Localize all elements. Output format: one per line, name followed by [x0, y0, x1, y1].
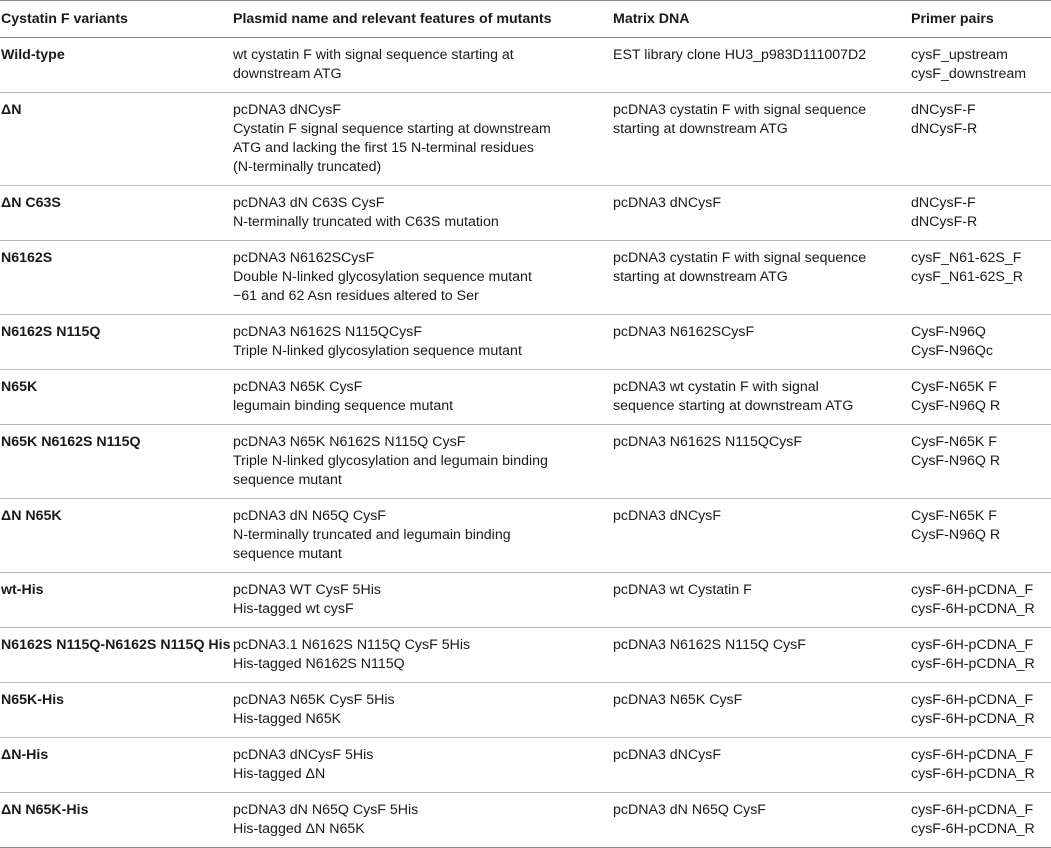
- matrix-dna-cell: [613, 93, 911, 186]
- matrix-dna-line: pcDNA3 cystatin F with signal sequence: [613, 250, 867, 266]
- plasmid-line: pcDNA3 N6162S N115QCysF: [233, 324, 422, 340]
- plasmid-line: pcDNA3 N65K CysF 5His: [233, 692, 395, 708]
- plasmid-cell: [233, 793, 613, 848]
- plasmid-cell: [233, 241, 613, 315]
- variant-cell: ΔN N65K: [0, 499, 233, 573]
- primer-pairs-line: CysF-N96Q R: [911, 453, 1001, 469]
- primer-pairs-line: dNCysF-R: [911, 214, 978, 230]
- primer-pairs-line: cysF-6H-pCDNA_F: [911, 637, 1034, 653]
- primer-pairs-line: dNCysF-R: [911, 121, 978, 137]
- plasmid-line: pcDNA3 dNCysF 5His: [233, 747, 374, 763]
- matrix-dna-cell: [613, 499, 911, 573]
- primer-pairs-line: cysF-6H-pCDNA_F: [911, 692, 1034, 708]
- plasmid-cell: [233, 573, 613, 628]
- table-row: [0, 683, 1051, 738]
- header-primers: Primer pairs: [911, 1, 1051, 38]
- matrix-dna-cell: [613, 738, 911, 793]
- primer-pairs-line: CysF-N96Qc: [911, 343, 993, 359]
- plasmid-line: legumain binding sequence mutant: [233, 398, 454, 414]
- primer-pairs-line: CysF-N96Q: [911, 324, 986, 340]
- primer-pairs-cell: [911, 186, 1051, 241]
- table-row: [0, 628, 1051, 683]
- plasmid-line: His-tagged wt cysF: [233, 601, 354, 617]
- matrix-dna-line: pcDNA3 wt Cystatin F: [613, 582, 752, 598]
- plasmid-line: pcDNA3 N65K CysF: [233, 379, 363, 395]
- matrix-dna-cell: [613, 573, 911, 628]
- plasmid-line: pcDNA3 dN C63S CysF: [233, 195, 385, 211]
- variant-cell: wt-His: [0, 573, 233, 628]
- matrix-dna-cell: [613, 38, 911, 93]
- matrix-dna-line: pcDNA3 N6162S N115Q CysF: [613, 637, 806, 653]
- matrix-dna-line: starting at downstream ATG: [613, 269, 788, 285]
- variant-cell: ΔN: [0, 93, 233, 186]
- plasmid-line: pcDNA3 WT CysF 5His: [233, 582, 381, 598]
- matrix-dna-line: pcDNA3 dNCysF: [613, 508, 722, 524]
- plasmid-line: pcDNA3 dN N65Q CysF: [233, 508, 386, 524]
- table-row: [0, 499, 1051, 573]
- primer-pairs-cell: [911, 38, 1051, 93]
- plasmid-line: pcDNA3 dNCysF: [233, 102, 342, 118]
- table-row: [0, 38, 1051, 93]
- primer-pairs-line: cysF-6H-pCDNA_R: [911, 821, 1035, 837]
- plasmid-cell: [233, 370, 613, 425]
- variant-cell: ΔN N65K-His: [0, 793, 233, 848]
- table-row: [0, 370, 1051, 425]
- table-row: [0, 793, 1051, 848]
- plasmid-cell: [233, 425, 613, 499]
- primer-pairs-line: cysF_downstream: [911, 66, 1027, 82]
- plasmid-line: ATG and lacking the first 15 N-terminal residues: [233, 140, 534, 156]
- primer-pairs-line: CysF-N96Q R: [911, 398, 1001, 414]
- primer-pairs-cell: [911, 683, 1051, 738]
- matrix-dna-line: pcDNA3 dN N65Q CysF: [613, 802, 766, 818]
- primer-pairs-line: dNCysF-F: [911, 102, 976, 118]
- matrix-dna-line: pcDNA3 N6162SCysF: [613, 324, 755, 340]
- variant-cell: N65K: [0, 370, 233, 425]
- matrix-dna-line: pcDNA3 dNCysF: [613, 195, 722, 211]
- plasmid-line: sequence mutant: [233, 546, 342, 562]
- variant-cell: ΔN C63S: [0, 186, 233, 241]
- variant-cell: N65K-His: [0, 683, 233, 738]
- plasmid-line: His-tagged ΔN: [233, 766, 326, 782]
- plasmid-cell: [233, 93, 613, 186]
- matrix-dna-cell: [613, 683, 911, 738]
- matrix-dna-cell: [613, 425, 911, 499]
- primer-pairs-cell: [911, 93, 1051, 186]
- matrix-dna-line: pcDNA3 cystatin F with signal sequence: [613, 102, 867, 118]
- matrix-dna-cell: [613, 793, 911, 848]
- matrix-dna-cell: [613, 628, 911, 683]
- primer-pairs-line: cysF_N61-62S_F: [911, 250, 1022, 266]
- plasmid-cell: [233, 683, 613, 738]
- plasmid-line: His-tagged ΔN N65K: [233, 821, 365, 837]
- table-row: [0, 186, 1051, 241]
- primer-pairs-line: cysF-6H-pCDNA_F: [911, 802, 1034, 818]
- variant-cell: N65K N6162S N115Q: [0, 425, 233, 499]
- matrix-dna-line: pcDNA3 N6162S N115QCysF: [613, 434, 802, 450]
- header-matrix: Matrix DNA: [613, 1, 911, 38]
- plasmid-cell: [233, 315, 613, 370]
- primer-pairs-line: cysF_upstream: [911, 47, 1008, 63]
- primer-pairs-line: CysF-N65K F: [911, 379, 997, 395]
- plasmid-line: Triple N-linked glycosylation and legumain binding: [233, 453, 548, 469]
- primer-pairs-cell: [911, 425, 1051, 499]
- primer-pairs-cell: [911, 241, 1051, 315]
- primer-pairs-cell: [911, 499, 1051, 573]
- plasmid-cell: [233, 186, 613, 241]
- plasmid-line: N-terminally truncated and legumain binding: [233, 527, 511, 543]
- matrix-dna-line: EST library clone HU3_p983D111007D2: [613, 47, 867, 63]
- matrix-dna-line: sequence starting at downstream ATG: [613, 398, 854, 414]
- primer-pairs-line: cysF-6H-pCDNA_R: [911, 656, 1035, 672]
- table-header: [0, 1, 1051, 38]
- primer-pairs-cell: [911, 793, 1051, 848]
- matrix-dna-cell: [613, 186, 911, 241]
- table-row: [0, 573, 1051, 628]
- plasmid-cell: [233, 628, 613, 683]
- primer-pairs-line: cysF-6H-pCDNA_R: [911, 601, 1035, 617]
- plasmid-cell: [233, 738, 613, 793]
- variant-cell: N6162S N115Q-N6162S N115Q His: [0, 628, 233, 683]
- primer-pairs-line: cysF_N61-62S_R: [911, 269, 1023, 285]
- plasmid-line: pcDNA3 dN N65Q CysF 5His: [233, 802, 419, 818]
- primer-pairs-line: cysF-6H-pCDNA_F: [911, 582, 1034, 598]
- matrix-dna-line: pcDNA3 N65K CysF: [613, 692, 743, 708]
- plasmid-line: pcDNA3.1 N6162S N115Q CysF 5His: [233, 637, 471, 653]
- plasmid-line: Double N-linked glycosylation sequence mutant: [233, 269, 532, 285]
- table-row: [0, 738, 1051, 793]
- variant-cell: Wild-type: [0, 38, 233, 93]
- header-variants: Cystatin F variants: [0, 1, 233, 38]
- plasmid-line: N-terminally truncated with C63S mutation: [233, 214, 499, 230]
- matrix-dna-cell: [613, 241, 911, 315]
- primer-pairs-cell: [911, 573, 1051, 628]
- primer-pairs-cell: [911, 738, 1051, 793]
- plasmid-line: Cystatin F signal sequence starting at downstream: [233, 121, 551, 137]
- matrix-dna-line: starting at downstream ATG: [613, 121, 788, 137]
- primer-pairs-line: CysF-N65K F: [911, 434, 997, 450]
- plasmid-line: Triple N-linked glycosylation sequence mutant: [233, 343, 522, 359]
- primer-pairs-line: cysF-6H-pCDNA_R: [911, 766, 1035, 782]
- variant-cell: ΔN-His: [0, 738, 233, 793]
- variant-cell: N6162S: [0, 241, 233, 315]
- plasmid-cell: [233, 499, 613, 573]
- table-body: [0, 38, 1051, 848]
- plasmid-line: wt cystatin F with signal sequence starting at: [233, 47, 514, 63]
- plasmid-cell: [233, 38, 613, 93]
- matrix-dna-cell: [613, 315, 911, 370]
- primer-pairs-cell: [911, 370, 1051, 425]
- table-row: [0, 315, 1051, 370]
- table-row: [0, 241, 1051, 315]
- primer-pairs-cell: [911, 628, 1051, 683]
- primer-pairs-line: CysF-N96Q R: [911, 527, 1001, 543]
- table-row: [0, 93, 1051, 186]
- matrix-dna-line: pcDNA3 dNCysF: [613, 747, 722, 763]
- plasmid-line: (N-terminally truncated): [233, 159, 382, 175]
- primer-pairs-line: cysF-6H-pCDNA_F: [911, 747, 1034, 763]
- primer-pairs-cell: [911, 315, 1051, 370]
- primer-pairs-line: dNCysF-F: [911, 195, 976, 211]
- plasmid-line: pcDNA3 N6162SCysF: [233, 250, 375, 266]
- plasmid-line: downstream ATG: [233, 66, 342, 82]
- table-row: [0, 425, 1051, 499]
- plasmid-line: sequence mutant: [233, 472, 342, 488]
- variant-cell: N6162S N115Q: [0, 315, 233, 370]
- plasmid-line: pcDNA3 N65K N6162S N115Q CysF: [233, 434, 466, 450]
- primer-pairs-line: CysF-N65K F: [911, 508, 997, 524]
- plasmid-line: His-tagged N6162S N115Q: [233, 656, 405, 672]
- plasmid-line: −61 and 62 Asn residues altered to Ser: [233, 288, 479, 304]
- matrix-dna-cell: [613, 370, 911, 425]
- plasmid-line: His-tagged N65K: [233, 711, 342, 727]
- header-plasmid: Plasmid name and relevant features of mutants: [233, 1, 613, 38]
- matrix-dna-line: pcDNA3 wt cystatin F with signal: [613, 379, 819, 395]
- primer-pairs-line: cysF-6H-pCDNA_R: [911, 711, 1035, 727]
- header-row: [0, 1, 1051, 38]
